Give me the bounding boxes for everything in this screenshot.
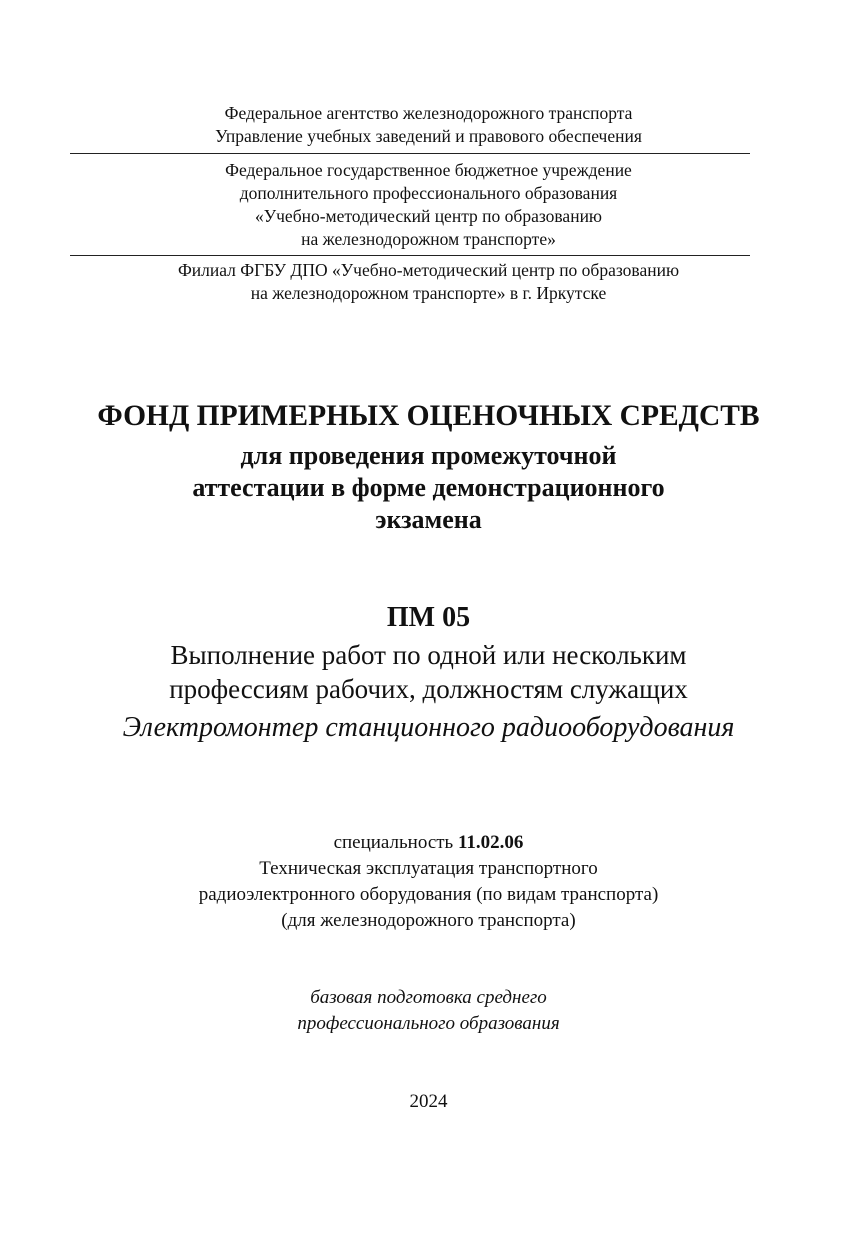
specialty-code-line [0,830,857,856]
branch-line: на железнодорожном транспорте» в г. Иркутске [250,283,607,303]
header-divider [70,255,750,256]
module-description [0,638,857,706]
institution-line: «Учебно-методический центр по образованию [254,206,603,226]
education-level [0,985,857,1037]
publication-year: 2024 [409,1091,448,1112]
branch-line: Филиал ФГБУ ДПО «Учебно-методический центр по образованию [177,260,680,280]
institution-header [0,159,857,251]
agency-header [0,102,857,148]
agency-line: Федеральное агентство железнодорожного транспорта [224,103,633,123]
module-description-line: Выполнение работ по одной или нескольким [170,640,687,670]
education-level-line: профессионального образования [297,1013,560,1034]
institution-line: Федеральное государственное бюджетное учреждение [225,160,632,180]
specialty-label: специальность [333,832,458,853]
subtitle-line: аттестации в форме демонстрационного [192,473,665,502]
specialty-code: 11.02.06 [457,832,524,853]
education-level-line: базовая подготовка среднего [310,987,547,1008]
document-title: ФОНД ПРИМЕРНЫХ ОЦЕНОЧНЫХ СРЕДСТВ [97,400,760,432]
module-description-line: профессиям рабочих, должностям служащих [169,674,688,704]
institution-line: на железнодорожном транспорте» [301,229,556,249]
specialty-block [0,830,857,934]
branch-header [0,259,857,305]
document-subtitle [0,440,857,536]
specialty-name-line: (для железнодорожного транспорта) [281,910,576,931]
agency-line: Управление учебных заведений и правового обеспечения [215,126,642,146]
header-divider [70,153,750,154]
subtitle-line: экзамена [375,505,482,534]
specialty-name-line: Техническая эксплуатация транспортного [259,858,598,879]
subtitle-line: для проведения промежуточной [240,441,617,470]
module-code: ПМ 05 [386,602,471,633]
profession-name: Электромонтер станционного радиооборудования [122,712,735,743]
specialty-name-line: радиоэлектронного оборудования (по видам транспорта) [198,884,659,905]
institution-line: дополнительного профессионального образования [239,183,618,203]
